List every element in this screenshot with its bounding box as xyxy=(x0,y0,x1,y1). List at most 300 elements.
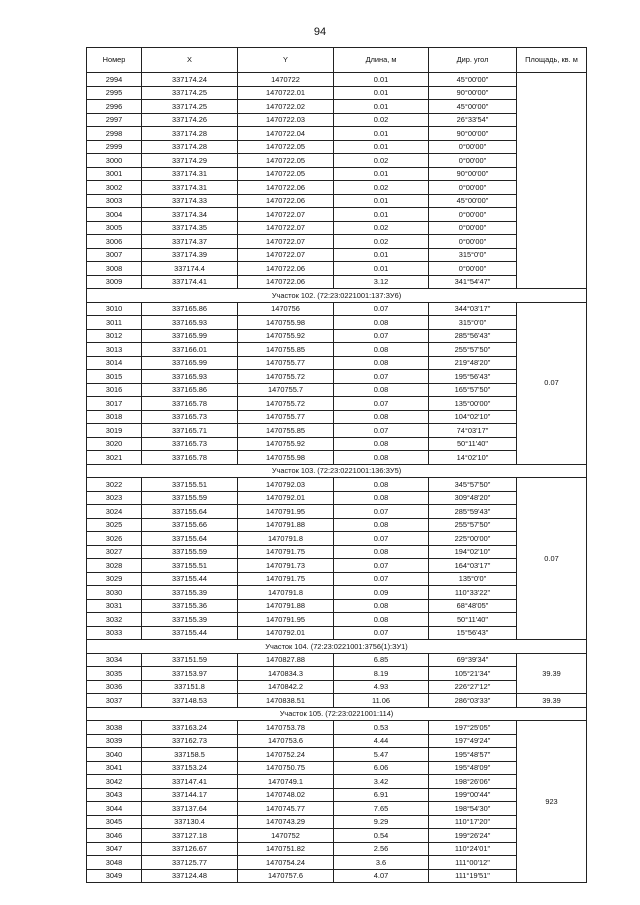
cell-angle: 197°49'24" xyxy=(429,734,517,748)
cell-x: 337155.64 xyxy=(142,532,238,546)
cell-x: 337174.25 xyxy=(142,100,238,114)
cell-x: 337126.67 xyxy=(142,842,238,856)
cell-length: 0.07 xyxy=(334,559,429,573)
cell-angle: 197°25'05" xyxy=(429,721,517,735)
table-row xyxy=(87,275,587,289)
cell-y: 1470722.07 xyxy=(238,221,334,235)
table-row xyxy=(87,788,587,802)
cell-x: 337130.4 xyxy=(142,815,238,829)
cell-x: 337174.26 xyxy=(142,113,238,127)
cell-y: 1470722.01 xyxy=(238,86,334,100)
section-title: Участок 102. (72:23:0221001:137:ЗУ6) xyxy=(87,289,587,303)
cell-number: 3002 xyxy=(87,181,142,195)
cell-x: 337166.01 xyxy=(142,343,238,357)
table-row xyxy=(87,100,587,114)
table-row xyxy=(87,181,587,195)
cell-y: 1470834.3 xyxy=(238,667,334,681)
cell-y: 1470722.02 xyxy=(238,100,334,114)
cell-y: 1470750.75 xyxy=(238,761,334,775)
cell-length: 5.47 xyxy=(334,748,429,762)
cell-length: 0.07 xyxy=(334,329,429,343)
table-row xyxy=(87,586,587,600)
cell-number: 3008 xyxy=(87,262,142,276)
cell-angle: 14°02'10" xyxy=(429,451,517,465)
cell-x: 337165.71 xyxy=(142,424,238,438)
cell-area: 39.39 xyxy=(517,694,587,708)
table-row xyxy=(87,316,587,330)
cell-x: 337153.24 xyxy=(142,761,238,775)
cell-number: 3023 xyxy=(87,491,142,505)
cell-angle: 74°03'17" xyxy=(429,424,517,438)
cell-length: 0.01 xyxy=(334,167,429,181)
cell-length: 0.01 xyxy=(334,127,429,141)
cell-angle: 45°00'00" xyxy=(429,73,517,87)
cell-angle: 195°56'43" xyxy=(429,370,517,384)
cell-number: 3036 xyxy=(87,680,142,694)
cell-length: 6.91 xyxy=(334,788,429,802)
cell-y: 1470722.07 xyxy=(238,208,334,222)
cell-angle: 195°48'09" xyxy=(429,761,517,775)
table-row xyxy=(87,653,587,667)
page-number: 94 xyxy=(313,26,327,38)
cell-angle: 69°39'34" xyxy=(429,653,517,667)
cell-length: 0.09 xyxy=(334,586,429,600)
cell-y: 1470757.6 xyxy=(238,869,334,883)
cell-x: 337151.8 xyxy=(142,680,238,694)
table-row xyxy=(87,626,587,640)
cell-x: 337148.53 xyxy=(142,694,238,708)
coordinates-table xyxy=(86,47,587,883)
cell-number: 3000 xyxy=(87,154,142,168)
cell-length: 7.65 xyxy=(334,802,429,816)
cell-x: 337155.59 xyxy=(142,491,238,505)
cell-y: 1470792.03 xyxy=(238,478,334,492)
table-row xyxy=(87,127,587,141)
cell-length: 0.02 xyxy=(334,181,429,195)
cell-length: 0.53 xyxy=(334,721,429,735)
cell-number: 3031 xyxy=(87,599,142,613)
cell-angle: 309°48'20" xyxy=(429,491,517,505)
cell-number: 3034 xyxy=(87,653,142,667)
cell-angle: 255°57'50" xyxy=(429,518,517,532)
cell-number: 3030 xyxy=(87,586,142,600)
table-row xyxy=(87,802,587,816)
cell-x: 337174.37 xyxy=(142,235,238,249)
cell-angle: 198°54'30" xyxy=(429,802,517,816)
table-row xyxy=(87,869,587,883)
cell-length: 0.08 xyxy=(334,491,429,505)
cell-angle: 341°54'47" xyxy=(429,275,517,289)
cell-angle: 0°00'00" xyxy=(429,140,517,154)
cell-angle: 135°0'0" xyxy=(429,572,517,586)
cell-length: 0.08 xyxy=(334,383,429,397)
cell-length: 3.42 xyxy=(334,775,429,789)
cell-length: 0.07 xyxy=(334,370,429,384)
cell-angle: 315°0'0" xyxy=(429,316,517,330)
table-row xyxy=(87,370,587,384)
cell-length: 0.01 xyxy=(334,194,429,208)
table-row xyxy=(87,410,587,424)
cell-x: 337163.24 xyxy=(142,721,238,735)
cell-length: 0.01 xyxy=(334,86,429,100)
section-title: Участок 104. (72:23:0221001:3756(1):ЗУ1) xyxy=(87,640,587,654)
section-title-row xyxy=(87,707,587,721)
cell-number: 3029 xyxy=(87,572,142,586)
section-title: Участок 105. (72:23:0221001:114) xyxy=(87,707,587,721)
cell-y: 1470791.8 xyxy=(238,532,334,546)
cell-x: 337155.64 xyxy=(142,505,238,519)
cell-x: 337165.86 xyxy=(142,302,238,316)
section-title: Участок 103. (72:23:0221001:136:ЗУ5) xyxy=(87,464,587,478)
cell-y: 1470792.01 xyxy=(238,491,334,505)
cell-y: 1470755.98 xyxy=(238,451,334,465)
cell-x: 337174.35 xyxy=(142,221,238,235)
table-row xyxy=(87,491,587,505)
header-area: Площадь, кв. м xyxy=(517,48,587,73)
cell-angle: 110°24'01" xyxy=(429,842,517,856)
cell-x: 337153.97 xyxy=(142,667,238,681)
cell-number: 2997 xyxy=(87,113,142,127)
cell-y: 1470827.88 xyxy=(238,653,334,667)
cell-x: 337155.51 xyxy=(142,478,238,492)
cell-y: 1470722.06 xyxy=(238,194,334,208)
cell-x: 337165.73 xyxy=(142,437,238,451)
cell-y: 1470722.05 xyxy=(238,140,334,154)
table-row xyxy=(87,208,587,222)
table-row xyxy=(87,262,587,276)
cell-x: 337165.99 xyxy=(142,329,238,343)
cell-angle: 111°00'12" xyxy=(429,856,517,870)
table-row xyxy=(87,680,587,694)
cell-number: 3003 xyxy=(87,194,142,208)
table-row xyxy=(87,761,587,775)
cell-y: 1470751.82 xyxy=(238,842,334,856)
table-row xyxy=(87,829,587,843)
cell-y: 1470792.01 xyxy=(238,626,334,640)
cell-x: 337174.4 xyxy=(142,262,238,276)
cell-length: 0.07 xyxy=(334,626,429,640)
cell-number: 3022 xyxy=(87,478,142,492)
cell-number: 3025 xyxy=(87,518,142,532)
cell-number: 3004 xyxy=(87,208,142,222)
table-row xyxy=(87,815,587,829)
cell-number: 3007 xyxy=(87,248,142,262)
cell-x: 337165.93 xyxy=(142,370,238,384)
cell-angle: 226°27'12" xyxy=(429,680,517,694)
cell-number: 3038 xyxy=(87,721,142,735)
table-row xyxy=(87,424,587,438)
cell-angle: 110°33'22" xyxy=(429,586,517,600)
table-row xyxy=(87,842,587,856)
cell-y: 1470791.88 xyxy=(238,518,334,532)
cell-length: 3.6 xyxy=(334,856,429,870)
cell-y: 1470791.8 xyxy=(238,586,334,600)
cell-number: 2996 xyxy=(87,100,142,114)
cell-angle: 0°00'00" xyxy=(429,181,517,195)
cell-area xyxy=(517,73,587,289)
cell-angle: 199°00'44" xyxy=(429,788,517,802)
section-title-row xyxy=(87,464,587,478)
cell-number: 3047 xyxy=(87,842,142,856)
cell-length: 0.01 xyxy=(334,73,429,87)
cell-length: 0.08 xyxy=(334,437,429,451)
table-row xyxy=(87,302,587,316)
cell-y: 1470791.75 xyxy=(238,572,334,586)
cell-y: 1470722.03 xyxy=(238,113,334,127)
table-row xyxy=(87,343,587,357)
cell-number: 3032 xyxy=(87,613,142,627)
cell-x: 337144.17 xyxy=(142,788,238,802)
cell-number: 3037 xyxy=(87,694,142,708)
cell-angle: 0°00'00" xyxy=(429,235,517,249)
cell-length: 9.29 xyxy=(334,815,429,829)
cell-angle: 194°02'10" xyxy=(429,545,517,559)
cell-number: 3015 xyxy=(87,370,142,384)
cell-angle: 45°00'00" xyxy=(429,194,517,208)
cell-number: 3045 xyxy=(87,815,142,829)
cell-number: 3005 xyxy=(87,221,142,235)
cell-y: 1470749.1 xyxy=(238,775,334,789)
table-row xyxy=(87,545,587,559)
table-row xyxy=(87,140,587,154)
cell-x: 337162.73 xyxy=(142,734,238,748)
cell-y: 1470748.02 xyxy=(238,788,334,802)
cell-number: 2994 xyxy=(87,73,142,87)
header-angle: Дир. угол xyxy=(429,48,517,73)
cell-x: 337165.73 xyxy=(142,410,238,424)
cell-number: 3019 xyxy=(87,424,142,438)
cell-y: 1470755.85 xyxy=(238,424,334,438)
cell-angle: 90°00'00" xyxy=(429,127,517,141)
table-row xyxy=(87,154,587,168)
cell-length: 0.08 xyxy=(334,451,429,465)
cell-x: 337137.64 xyxy=(142,802,238,816)
table-row xyxy=(87,397,587,411)
cell-angle: 164°03'17" xyxy=(429,559,517,573)
cell-y: 1470791.95 xyxy=(238,505,334,519)
cell-number: 3046 xyxy=(87,829,142,843)
cell-length: 0.08 xyxy=(334,478,429,492)
cell-x: 337174.24 xyxy=(142,73,238,87)
cell-x: 337147.41 xyxy=(142,775,238,789)
cell-angle: 0°00'00" xyxy=(429,154,517,168)
cell-length: 0.08 xyxy=(334,545,429,559)
table-row xyxy=(87,329,587,343)
table-row xyxy=(87,559,587,573)
cell-y: 1470791.75 xyxy=(238,545,334,559)
header-number: Номер xyxy=(87,48,142,73)
table-row xyxy=(87,437,587,451)
cell-length: 0.54 xyxy=(334,829,429,843)
table-row xyxy=(87,235,587,249)
cell-length: 0.01 xyxy=(334,262,429,276)
cell-y: 1470753.78 xyxy=(238,721,334,735)
cell-number: 3026 xyxy=(87,532,142,546)
cell-y: 1470743.29 xyxy=(238,815,334,829)
cell-length: 0.07 xyxy=(334,572,429,586)
cell-number: 3020 xyxy=(87,437,142,451)
table-row xyxy=(87,167,587,181)
cell-area: 923 xyxy=(517,721,587,883)
cell-x: 337174.34 xyxy=(142,208,238,222)
table-row xyxy=(87,599,587,613)
header-y: Y xyxy=(238,48,334,73)
cell-angle: 111°19'51" xyxy=(429,869,517,883)
cell-y: 1470791.95 xyxy=(238,613,334,627)
cell-x: 337127.18 xyxy=(142,829,238,843)
header-length: Длина, м xyxy=(334,48,429,73)
cell-x: 337155.66 xyxy=(142,518,238,532)
cell-number: 3006 xyxy=(87,235,142,249)
cell-angle: 50°11'40" xyxy=(429,437,517,451)
cell-x: 337174.33 xyxy=(142,194,238,208)
cell-number: 3017 xyxy=(87,397,142,411)
cell-x: 337155.44 xyxy=(142,626,238,640)
table-row xyxy=(87,613,587,627)
cell-length: 3.12 xyxy=(334,275,429,289)
cell-length: 11.06 xyxy=(334,694,429,708)
cell-y: 1470722.05 xyxy=(238,154,334,168)
cell-angle: 165°57'50" xyxy=(429,383,517,397)
cell-length: 4.93 xyxy=(334,680,429,694)
cell-angle: 198°26'06" xyxy=(429,775,517,789)
cell-number: 3041 xyxy=(87,761,142,775)
cell-area: 0.07 xyxy=(517,478,587,640)
cell-x: 337155.44 xyxy=(142,572,238,586)
cell-angle: 0°00'00" xyxy=(429,221,517,235)
cell-number: 3014 xyxy=(87,356,142,370)
cell-y: 1470755.72 xyxy=(238,397,334,411)
cell-angle: 285°59'43" xyxy=(429,505,517,519)
cell-y: 1470754.24 xyxy=(238,856,334,870)
cell-number: 3042 xyxy=(87,775,142,789)
cell-angle: 90°00'00" xyxy=(429,86,517,100)
cell-angle: 344°03'17" xyxy=(429,302,517,316)
cell-number: 3033 xyxy=(87,626,142,640)
cell-angle: 135°00'00" xyxy=(429,397,517,411)
cell-y: 1470791.73 xyxy=(238,559,334,573)
cell-y: 1470753.6 xyxy=(238,734,334,748)
table-row xyxy=(87,113,587,127)
cell-number: 3039 xyxy=(87,734,142,748)
cell-x: 337174.31 xyxy=(142,181,238,195)
cell-y: 1470722.07 xyxy=(238,248,334,262)
cell-length: 0.08 xyxy=(334,410,429,424)
cell-angle: 286°03'33" xyxy=(429,694,517,708)
cell-y: 1470755.92 xyxy=(238,329,334,343)
cell-number: 3018 xyxy=(87,410,142,424)
section-title-row xyxy=(87,640,587,654)
table-row xyxy=(87,734,587,748)
cell-number: 3011 xyxy=(87,316,142,330)
table-row xyxy=(87,775,587,789)
table-row xyxy=(87,478,587,492)
cell-angle: 195°48'57" xyxy=(429,748,517,762)
cell-y: 1470752 xyxy=(238,829,334,843)
table-row xyxy=(87,248,587,262)
cell-number: 3012 xyxy=(87,329,142,343)
cell-x: 337165.99 xyxy=(142,356,238,370)
cell-length: 0.02 xyxy=(334,221,429,235)
cell-length: 6.06 xyxy=(334,761,429,775)
table-row xyxy=(87,694,587,708)
section-title-row xyxy=(87,289,587,303)
cell-number: 3009 xyxy=(87,275,142,289)
cell-length: 8.19 xyxy=(334,667,429,681)
cell-x: 337155.59 xyxy=(142,545,238,559)
cell-number: 3043 xyxy=(87,788,142,802)
cell-number: 3010 xyxy=(87,302,142,316)
cell-angle: 0°00'00" xyxy=(429,262,517,276)
cell-x: 337125.77 xyxy=(142,856,238,870)
table-row xyxy=(87,194,587,208)
cell-angle: 225°00'00" xyxy=(429,532,517,546)
cell-y: 1470722.06 xyxy=(238,275,334,289)
cell-number: 3027 xyxy=(87,545,142,559)
cell-y: 1470722.06 xyxy=(238,262,334,276)
cell-x: 337165.86 xyxy=(142,383,238,397)
cell-length: 0.08 xyxy=(334,613,429,627)
table-row xyxy=(87,383,587,397)
cell-length: 0.07 xyxy=(334,397,429,411)
cell-length: 0.08 xyxy=(334,518,429,532)
cell-x: 337155.51 xyxy=(142,559,238,573)
cell-x: 337155.39 xyxy=(142,613,238,627)
cell-x: 337165.93 xyxy=(142,316,238,330)
table-row xyxy=(87,356,587,370)
cell-y: 1470755.85 xyxy=(238,343,334,357)
cell-angle: 15°56'43" xyxy=(429,626,517,640)
cell-number: 3001 xyxy=(87,167,142,181)
cell-angle: 105°21'34" xyxy=(429,667,517,681)
cell-angle: 90°00'00" xyxy=(429,167,517,181)
cell-number: 2999 xyxy=(87,140,142,154)
table-body xyxy=(87,73,587,883)
cell-length: 0.01 xyxy=(334,140,429,154)
cell-number: 2995 xyxy=(87,86,142,100)
cell-length: 0.07 xyxy=(334,532,429,546)
table-row xyxy=(87,73,587,87)
cell-length: 0.02 xyxy=(334,154,429,168)
cell-number: 3024 xyxy=(87,505,142,519)
table-header-row xyxy=(87,48,587,73)
cell-number: 3048 xyxy=(87,856,142,870)
cell-length: 0.08 xyxy=(334,343,429,357)
cell-x: 337155.36 xyxy=(142,599,238,613)
cell-y: 1470722.07 xyxy=(238,235,334,249)
cell-x: 337174.39 xyxy=(142,248,238,262)
cell-y: 1470722.06 xyxy=(238,181,334,195)
header-x: X xyxy=(142,48,238,73)
cell-length: 6.85 xyxy=(334,653,429,667)
cell-length: 4.07 xyxy=(334,869,429,883)
cell-x: 337174.28 xyxy=(142,140,238,154)
cell-length: 0.07 xyxy=(334,302,429,316)
cell-x: 337174.28 xyxy=(142,127,238,141)
cell-length: 2.56 xyxy=(334,842,429,856)
cell-x: 337174.41 xyxy=(142,275,238,289)
cell-y: 1470755.92 xyxy=(238,437,334,451)
cell-x: 337155.39 xyxy=(142,586,238,600)
cell-length: 0.02 xyxy=(334,113,429,127)
cell-angle: 315°0'0" xyxy=(429,248,517,262)
cell-angle: 68°48'05" xyxy=(429,599,517,613)
table-row xyxy=(87,572,587,586)
cell-x: 337174.29 xyxy=(142,154,238,168)
cell-angle: 104°02'10" xyxy=(429,410,517,424)
cell-y: 1470752.24 xyxy=(238,748,334,762)
cell-y: 1470842.2 xyxy=(238,680,334,694)
